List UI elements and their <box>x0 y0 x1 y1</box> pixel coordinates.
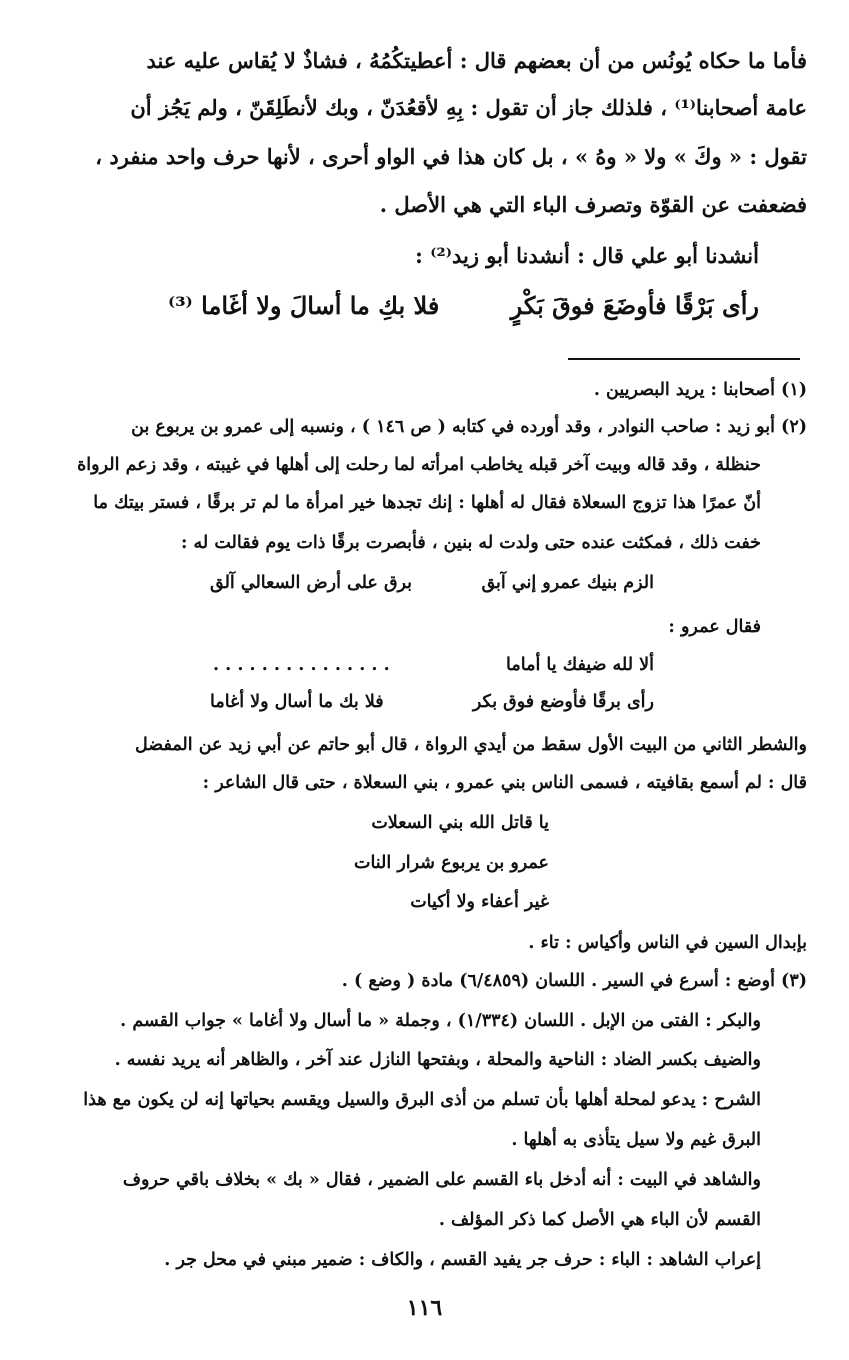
footnote-separator <box>568 358 800 360</box>
verse-b-right: ألا لله ضيفك يا أماما <box>506 655 654 675</box>
main-text-line-3: تقول : « وكَ » ولا « وهُ » ، بل كان هذا في الواو أحرى ، لأنها حرف واحد منفرد ، <box>95 144 807 169</box>
footnote-3-line-5: البرق غيم ولا سيل يتأذى به أهلها . <box>511 1130 761 1150</box>
verse-a-right: الزم بنيك عمرو إني آبق <box>481 573 654 593</box>
footnote-3-line-3: والضيف بكسر الضاد : الناحية والمحلة ، وبفتحها النازل عند آخر ، والظاهر أنه يريد نفسه . <box>114 1050 761 1070</box>
center-verse-3: غير أعفاء ولا أكيات <box>410 892 549 912</box>
footnote-3-line-7: القسم لأن الباء هي الأصل كما ذكر المؤلف . <box>438 1210 761 1230</box>
text-after-line-1: والشطر الثاني من البيت الأول سقط من أيدي الرواة ، قال أبو حاتم عن أبي زيد عن المفضل <box>135 735 807 755</box>
ibdal-line: بإبدال السين في الناس وأكياس : تاء . <box>528 933 807 953</box>
footnote-3-line-2: والبكر : الفتى من الإبل . اللسان (١/٣٣٤) ، وجملة « ما أسال ولا أغاما » جواب القسم . <box>120 1011 761 1031</box>
footnote-3-line-4: الشرح : يدعو لمحلة أهلها بأن تسلم من أذى البرق والسيل ويقسم بحياتها إنه لن يكون مع هذا <box>83 1090 761 1110</box>
page-number: ١١٦ <box>406 1295 443 1321</box>
main-text-line-4: فضعفت عن القوّة وتصرف الباء التي هي الأصل . <box>379 192 807 217</box>
text-after-line-2: قال : لم أسمع بقافيته ، فسمى الناس بني عمرو ، بني السعلاة ، حتى قال الشاعر : <box>202 773 807 793</box>
footnote-1: (١) أصحابنا : يريد البصريين . <box>593 380 807 400</box>
intro-line: أنشدنا أبو علي قال : أنشدنا أبو زيد⁽²⁾ : <box>415 243 759 268</box>
verse-c-left: فلا بك ما أسال ولا أغاما <box>210 692 384 712</box>
verse-a-left: برق على أرض السعالي آلق <box>210 573 413 593</box>
main-text-line-2: عامة أصحابنا⁽¹⁾ ، فلذلك جاز أن تقول : بِهِ لأقعُدَنّ ، وبك لأنطَلِقَنّ ، ولم يَجُز أن <box>130 95 807 120</box>
said-amr: فقال عمرو : <box>668 617 761 637</box>
verse-b-left: . . . . . . . . . . . . . . . <box>213 655 390 675</box>
verse-hemistich-2: فلا بكِ ما أسالَ ولا أغَاما ⁽³⁾ <box>168 291 440 320</box>
footnote-2-line-3: أنّ عمرًا هذا تزوج السعلاة فقال له أهلها : إنك تجدها خير امرأة ما لم تر برقًا ، فستر بيتك ما <box>93 493 761 513</box>
center-verse-2: عمرو بن يربوع شرار النات <box>353 853 549 873</box>
verse-hemistich-1: رأى بَرْقًا فأوضَعَ فوقَ بَكْرٍ <box>510 291 759 320</box>
center-verse-1: يا قاتل الله بني السعلات <box>371 813 549 833</box>
footnote-3-line-8: إعراب الشاهد : الباء : حرف جر يفيد القسم ، والكاف : ضمير مبني في محل جر . <box>164 1250 761 1270</box>
footnote-2-line-2: حنظلة ، وقد قاله وبيت آخر قبله يخاطب امرأته لما رحلت إلى أهلها في غيبته ، وقد زعم الرواة <box>77 455 761 475</box>
footnote-3-line-6: والشاهد في البيت : أنه أدخل باء القسم على الضمير ، فقال « بك » بخلاف باقي حروف <box>122 1170 761 1190</box>
footnote-3-line-1: (٣) أوضع : أسرع في السير . اللسان (٦/٤٨٥٩) مادة ( وضع ) . <box>341 971 807 991</box>
footnote-2-line-1: (٢) أبو زيد : صاحب النوادر ، وقد أورده في كتابه ( ص ١٤٦ ) ، ونسبه إلى عمرو بن يربوع بن <box>131 417 807 437</box>
main-text-line-1: فأما ما حكاه يُونُس من أن بعضهم قال : أعطيتكُمُهُ ، فشاذٌ لا يُقاس عليه عند <box>146 48 807 73</box>
footnote-2-line-4: خفت ذلك ، فمكثت عنده حتى ولدت له بنين ، فأبصرت برقًا ذات يوم فقالت له : <box>180 533 761 553</box>
verse-c-right: رأى برقًا فأوضع فوق بكر <box>472 692 654 712</box>
